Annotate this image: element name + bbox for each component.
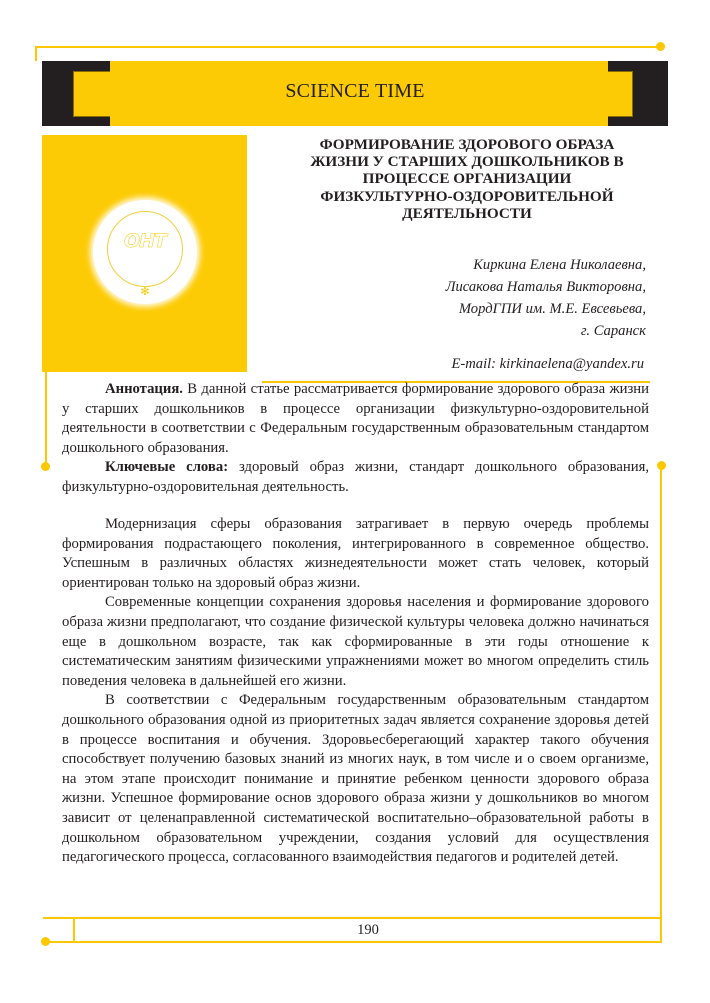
keywords-paragraph <box>62 458 649 497</box>
top-left-frame-tick <box>35 46 37 61</box>
left-frame-dot <box>41 462 50 471</box>
affiliation-line: МордГПИ им. М.Е. Евсевьева, <box>458 301 646 317</box>
footer-left-dot <box>41 937 50 946</box>
author-email[interactable]: E-mail: kirkinaelena@yandex.ru <box>451 356 644 372</box>
annotation-paragraph <box>62 380 649 458</box>
body-paragraph: Модернизация сферы образования затрагивает в первую очередь проблемы формирования подрастающего поколения, интегрированного в современное общество. Успешным в различных областях жизнедеятельности может стать человек, который ориентирован только на здоровый образ жизни. <box>62 516 649 591</box>
right-frame-line <box>660 466 662 943</box>
top-right-frame-dot <box>656 42 665 51</box>
left-frame-line <box>45 372 47 465</box>
body-paragraph: Современные концепции сохранения здоровья населения и формирование здорового образа жизни предполагают, что создание физической культуры человека должно начинаться еще в дошкольном возрасте, так как сформированные в эти годы отношение к систематическим занятиям физическими упражнениями может во многом определить стиль поведения человека в дальнейшей его жизни. <box>62 594 649 689</box>
author-line: Киркина Елена Николаевна, <box>473 257 646 273</box>
author-block <box>446 254 646 342</box>
title-line: ЖИЗНИ У СТАРШИХ ДОШКОЛЬНИКОВ В <box>310 153 624 171</box>
body-paragraph: В соответствии с Федеральным государственным образовательным стандартом дошкольного образования одной из приоритетных задач является сохранение здоровья детей в процессе воспитания и обучения. Здоровьесберегающий характер такого обучения способствует получению базовых знаний из многих наук, в том числе и о своем организме, на этом этапе происходит понимание и принятие ребенком ценности здорового образа жизни. Успешное формирование основ здорового образа жизни у дошкольников во многом зависит от целенаправленной систематической воспитательно–образовательной работы в дошкольном образовательном учреждении, создания условий для осуществления педагогического процесса, согласованного взаимодействия педагогов и родителей детей. <box>62 692 649 866</box>
journal-header-bar <box>42 61 668 126</box>
page-number: 190 <box>357 922 379 938</box>
title-line: ФОРМИРОВАНИЕ ЗДОРОВОГО ОБРАЗА <box>319 136 615 153</box>
title-line: ДЕЯТЕЛЬНОСТИ <box>402 204 532 222</box>
author-line: Лисакова Наталья Викторовна, <box>445 279 646 295</box>
city-line: г. Саранск <box>580 323 646 339</box>
journal-title: SCIENCE TIME <box>285 80 425 102</box>
title-line: ФИЗКУЛЬТУРНО-ОЗДОРОВИТЕЛЬНОЙ <box>320 187 614 205</box>
logo-text: ОНТ <box>123 230 166 252</box>
keywords-text: здоровый образ жизни, стандарт дошкольного образования, физкультурно-оздоровительная деятельность. <box>62 459 649 495</box>
top-frame-line <box>35 46 657 48</box>
footer-top-line <box>43 917 662 919</box>
logo-star-icon: ✻ <box>140 286 150 298</box>
footer-divider-tick <box>73 917 75 942</box>
annotation-label: Аннотация. <box>105 381 183 397</box>
keywords-label: Ключевые слова: <box>105 459 229 476</box>
annotation-text: В данной статье рассматривается формирование здорового образа жизни у старших дошкольников в процессе организации физкультурно-оздоровительной деятельности в соответствии с Федеральным государственным образовательным стандартом дошкольного образования. <box>62 381 649 456</box>
annotation-block <box>62 380 649 498</box>
article-body <box>62 515 649 868</box>
article-title <box>262 136 672 222</box>
title-line: ПРОЦЕССЕ ОРГАНИЗАЦИИ <box>362 170 572 188</box>
journal-logo-panel <box>42 135 247 372</box>
logo-circle <box>93 200 197 304</box>
footer-bottom-line <box>46 941 662 943</box>
